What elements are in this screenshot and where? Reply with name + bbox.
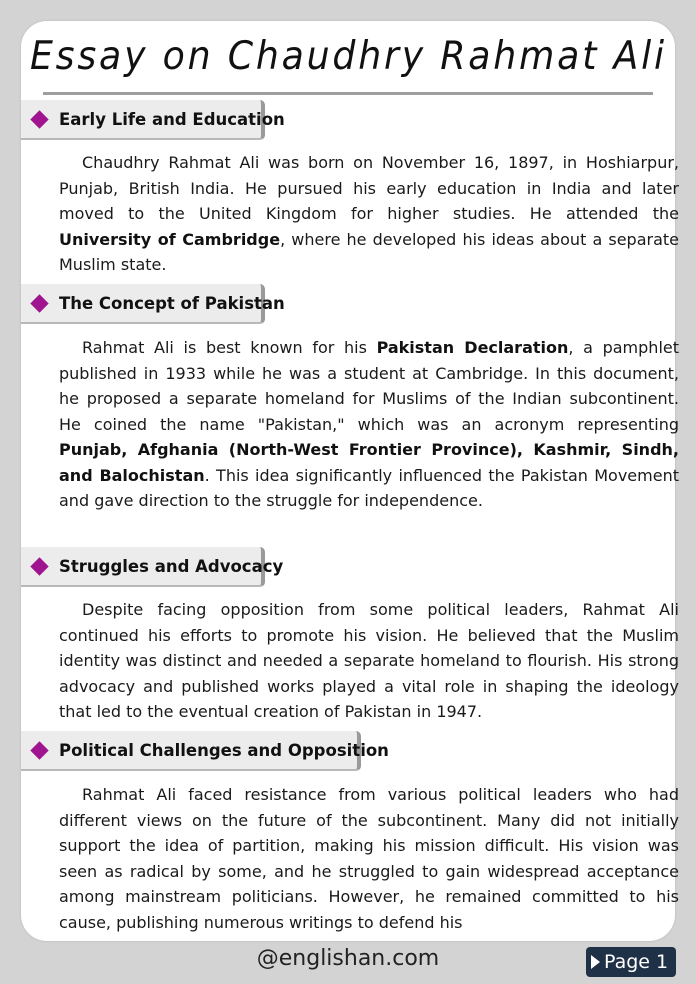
- page-title: Essay on Chaudhry Rahmat Ali: [29, 33, 667, 79]
- section-heading-early-life: [21, 100, 285, 140]
- diamond-bullet-icon: [30, 110, 48, 128]
- text-run: , where he developed his ideas about a separate Muslim state.: [59, 229, 680, 274]
- section-heading-concept: [21, 284, 285, 324]
- title-divider: [43, 92, 653, 95]
- section-heading-struggles: [21, 547, 284, 587]
- text-run: , a pamphlet published in 1933 while he was a student at Cambridge. In this document, he proposed a separate homeland for Muslims of the Indian subcontinent. He coined the name "Pakistan," which was an acronym representing: [59, 338, 680, 434]
- text-run: . This idea significantly influenced the Pakistan Movement and gave direction to the struggle for independence.: [59, 465, 679, 510]
- text-run: Despite facing opposition from some political leaders, Rahmat Ali continued his efforts to promote his vision. He believed that the Muslim identity was distinct and needed a separate homeland to flourish. His strong advocacy and published works played a vital role in shaping the ideology that led to the eventual creation of Pakistan in 1947.: [59, 600, 679, 721]
- bold-text-run: Punjab, Afghania (North-West Frontier Province), Kashmir, Sindh, and Balochistan: [59, 440, 679, 485]
- heading-label: Political Challenges and Opposition: [59, 740, 389, 760]
- section-paragraph: [59, 150, 679, 278]
- heading-label: Struggles and Advocacy: [59, 556, 284, 576]
- title-box: [21, 21, 675, 91]
- diamond-bullet-icon: [30, 557, 48, 575]
- diamond-bullet-icon: [30, 294, 48, 312]
- diamond-bullet-icon: [30, 741, 48, 759]
- section-paragraph: [59, 335, 679, 514]
- website-handle: @englishan.com: [256, 946, 440, 971]
- bold-text-run: University of Cambridge: [59, 229, 281, 249]
- section-paragraph: [59, 782, 679, 935]
- triangle-arrow-icon: [591, 955, 600, 969]
- page-number-label: Page 1: [604, 951, 669, 973]
- page-number-badge: [586, 947, 676, 977]
- section-heading-political: [21, 731, 389, 771]
- heading-label: Early Life and Education: [59, 109, 285, 129]
- text-run: Rahmat Ali is best known for his: [82, 338, 377, 357]
- section-paragraph: [59, 597, 679, 725]
- text-run: Rahmat Ali faced resistance from various political leaders who had different views on the future of the subcontinent. Many did not initially support the idea of partition, making his mission difficult. His vision was seen as radical by some, and he struggled to gain widespread acceptance among mainstream politicians. However, he remained committed to his cause, publishing numerous writings to defend his: [59, 785, 679, 932]
- bold-text-run: Pakistan Declaration: [376, 338, 569, 357]
- heading-label: The Concept of Pakistan: [59, 293, 285, 313]
- essay-page: [21, 21, 680, 941]
- text-run: Chaudhry Rahmat Ali was born on November 16, 1897, in Hoshiarpur, Punjab, British India. He pursued his early education in India and later moved to the United Kingdom for higher studies. He attended the: [59, 153, 679, 223]
